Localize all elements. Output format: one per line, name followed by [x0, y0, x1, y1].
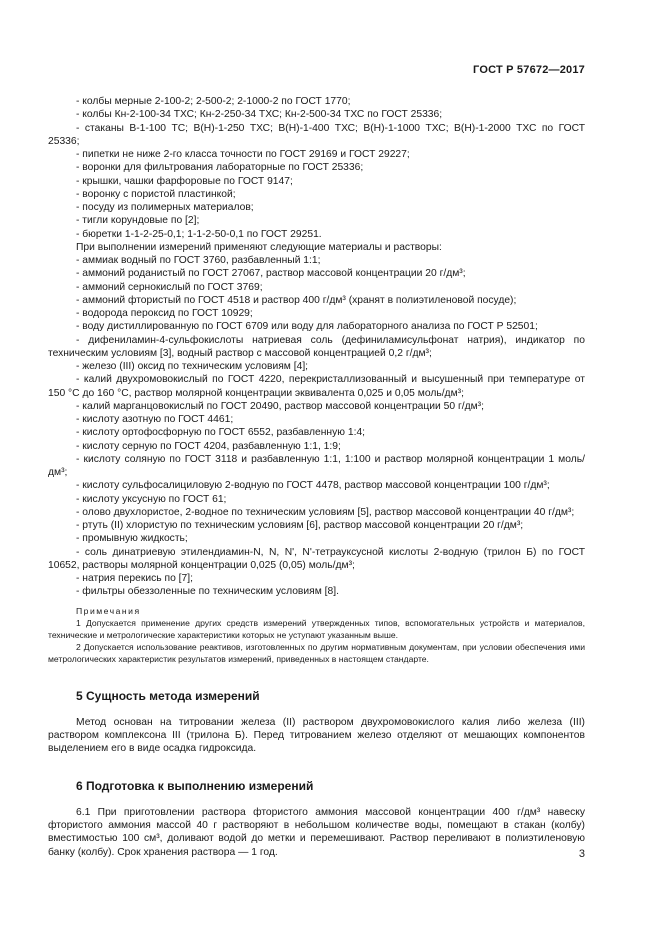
list-item: - колбы мерные 2-100-2; 2-500-2; 2-1000-2 по ГОСТ 1770; — [76, 96, 351, 107]
materials-intro: При выполнении измерений применяют следующие материалы и растворы: — [76, 241, 442, 253]
equipment-list — [48, 95, 585, 241]
list-item: - кислоту ортофосфорную по ГОСТ 6552, разбавленную 1:4; — [76, 427, 366, 439]
list-item: - дифениламин-4-сульфокислоты натриевая соль (дефиниламисульфонат натрия), индикатор по техническим условиям [3], водный раствор с массовой концентрацией 0,2 г/дм³; — [48, 334, 585, 359]
section-5-heading: 5 Сущность метода измерений — [76, 688, 260, 703]
materials-list — [48, 254, 585, 599]
section-6-text: 6.1 При приготовлении раствора фтористого аммония массовой концентрации 400 г/дм³ навеску фтористого аммония массой 40 г растворяют в небольшом количестве воды, помещают в стакан (колбу) вместимостью 100 см³, доливают водой до метки и перемешивают. Раствор переливают в полиэтиленовую банку (колбу). Срок хранения раствора — 1 год. — [48, 806, 585, 858]
list-item: - стаканы В-1-100 ТС; В(Н)-1-250 ТХС; В(Н)-1-400 ТХС; В(Н)-1-1000 ТХС; В(Н)-1-2000 ТХС по ГОСТ 25336; — [48, 122, 585, 147]
list-item: - натрия перекись по [7]; — [76, 573, 193, 584]
page-content — [48, 95, 585, 859]
page-number: 3 — [578, 848, 585, 860]
list-item: - соль динатриевую этилендиамин-N, N, N', N'-тетрауксусной кислоты 2-водную (трилон Б) по ГОСТ 10652, растворы молярной концентрации 0,025 (0,05) моль/дм³; — [48, 546, 585, 571]
note-item: 2 Допускается использование реактивов, изготовленных по другим нормативным документам, при условии обеспечения ими метрологических характеристик результатов измерений, приведенных в настоящем стандарте. — [48, 642, 585, 665]
document-header: ГОСТ Р 57672—2017 — [473, 64, 585, 76]
list-item: - кислоту азотную по ГОСТ 4461; — [76, 414, 234, 425]
list-item: - воронки для фильтрования лабораторные по ГОСТ 25336; — [76, 162, 364, 174]
list-item: - кислоту сульфосалициловую 2-водную по ГОСТ 4478, раствор массовой концентрации 100 г/дм³; — [76, 480, 550, 492]
list-item: - олово двухлористое, 2-водное по техническим условиям [5], раствор массовой концентрации 40 г/дм³; — [76, 506, 575, 518]
list-item: - фильтры обеззоленные по техническим условиям [8]. — [76, 586, 339, 598]
list-item: - крышки, чашки фарфоровые по ГОСТ 9147; — [76, 175, 293, 187]
list-item: - пипетки не ниже 2-го класса точности по ГОСТ 29169 и ГОСТ 29227; — [76, 149, 410, 160]
list-item: - воронку с пористой пластинкой; — [76, 188, 236, 200]
list-item: - аммоний фтористый по ГОСТ 4518 и раствор 400 г/дм³ (хранят в полиэтиленовой посуде); — [76, 294, 517, 306]
list-item: - промывную жидкость; — [76, 533, 188, 545]
note-item: 1 Допускается применение других средств измерений утвержденных типов, вспомогательных устройств и материалов, технические и метрологические характеристики которых не уступают указанным выше. — [48, 617, 585, 640]
list-item: - колбы Кн-2-100-34 ТХС; Кн-2-250-34 ТХС; Кн-2-500-34 ТХС по ГОСТ 25336; — [76, 109, 443, 121]
list-item: - калий марганцовокислый по ГОСТ 20490, раствор массовой концентрации 50 г/дм³; — [76, 400, 484, 412]
section-5-text: Метод основан на титровании железа (II) раствором двухромовокислого калия либо железа (III) раствором комплексона III (трилона Б). Перед титрованием железо отделяют от мешающих компонентов выделением его в виде осадка гидроксида. — [48, 716, 585, 755]
list-item: - воду дистиллированную по ГОСТ 6709 или воду для лабораторного анализа по ГОСТ Р 52501; — [76, 321, 538, 333]
section-6-heading: 6 Подготовка к выполнению измерений — [76, 778, 314, 793]
list-item: - водорода пероксид по ГОСТ 10929; — [76, 308, 253, 319]
notes-block — [48, 605, 585, 666]
list-item: - калий двухромовокислый по ГОСТ 4220, перекристаллизованный и высушенный при температуре от 150 °С до 160 °С, раствор молярной концентрации эквивалента 0,025 и 0,05 моль/дм³; — [48, 374, 585, 399]
list-item: - аммиак водный по ГОСТ 3760, разбавленный 1:1; — [76, 255, 321, 266]
notes-heading: Примечания — [76, 605, 141, 616]
list-item: - тигли корундовые по [2]; — [76, 215, 200, 227]
list-item: - бюретки 1-1-2-25-0,1; 1-1-2-50-0,1 по ГОСТ 29251. — [76, 228, 322, 240]
list-item: - посуду из полимерных материалов; — [76, 202, 254, 213]
list-item: - кислоту соляную по ГОСТ 3118 и разбавленную 1:1, 1:100 и раствор молярной концентрации 1 моль/дм³; — [48, 453, 585, 478]
list-item: - аммоний сернокислый по ГОСТ 3769; — [76, 281, 263, 293]
list-item: - аммоний роданистый по ГОСТ 27067, раствор массовой концентрации 20 г/дм³; — [76, 268, 466, 280]
list-item: - ртуть (II) хлористую по техническим условиям [6], раствор массовой концентрации 20 г/дм³; — [76, 520, 524, 531]
list-item: - кислоту серную по ГОСТ 4204, разбавленную 1:1, 1:9; — [76, 440, 341, 452]
list-item: - кислоту уксусную по ГОСТ 61; — [76, 493, 227, 505]
list-item: - железо (III) оксид по техническим условиям [4]; — [76, 361, 309, 372]
